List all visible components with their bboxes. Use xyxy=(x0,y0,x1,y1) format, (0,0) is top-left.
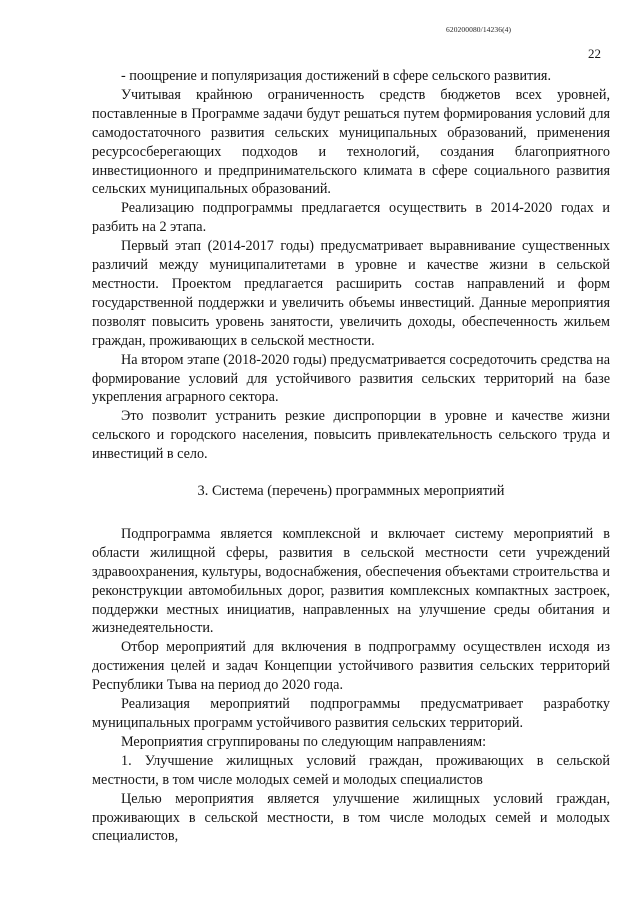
paragraph: Первый этап (2014-2017 годы) предусматривает выравнивание существенных различий между муниципалитетами в уровне и качестве жизни в сельской местности. Проектом предлагается расширить состав направлений и форм государственной поддержки и увеличить объемы инвестиций. Данные мероприятия позволят повысить уровень занятости, увеличить доходы, обеспеченность жильем граждан, проживающих в сельской местности. xyxy=(92,238,610,349)
paragraph: Подпрограмма является комплексной и включает систему мероприятий в области жилищной сферы, развития в сельской местности сети учреждений здравоохранения, культуры, водоснабжения, обеспечения объектами строительства и реконструкции автомобильных дорог, развития комплексных компактных застроек, поддержки местных инициатив, направленных на улучшение среды обитания и жизнедеятельности. xyxy=(92,525,610,637)
document-code: 620200080/14236(4) xyxy=(446,25,512,34)
paragraph: Мероприятия сгруппированы по следующим направлениям: xyxy=(121,733,487,750)
paragraph: Учитывая крайнюю ограниченность средств бюджетов всех уровней, поставленные в Программе задачи будут решаться путем формирования условий для самодостаточного развития сельских муниципальных образований, применения ресурсосберегающих подходов и технологий, создания благоприятного инвестиционного и предпринимательского климата в сфере социального развития сельских муниципальных образований. xyxy=(92,86,610,198)
document-body xyxy=(92,67,610,846)
paragraph: Реализация мероприятий подпрограммы предусматривает разработку муниципальных программ устойчивого развития сельских территорий. xyxy=(92,696,610,731)
paragraph: - поощрение и популяризация достижений в сфере сельского развития. xyxy=(121,68,552,84)
paragraph: Реализацию подпрограммы предлагается осуществить в 2014-2020 годах и разбить на 2 этапа. xyxy=(92,200,610,236)
paragraph: На втором этапе (2018-2020 годы) предусматривается сосредоточить средства на формирование условий для устойчивого развития сельских территорий на базе укрепления аграрного сектора. xyxy=(92,351,610,406)
paragraph: Это позволит устранить резкие диспропорции в уровне и качестве жизни сельского и городского населения, повысить привлекательность сельского труда и инвестиций в село. xyxy=(92,408,610,463)
paragraph: Целью мероприятия является улучшение жилищных условий граждан, проживающих в сельской местности, в том числе молодых семей и молодых специалистов, xyxy=(92,790,610,845)
paragraph: Отбор мероприятий для включения в подпрограмму осуществлен исходя из достижения целей и задач Концепции устойчивого развития сельских территорий Республики Тыва на период до 2020 года. xyxy=(92,639,610,694)
section-heading: 3. Система (перечень) программных мероприятий xyxy=(197,483,505,500)
page-number: 22 xyxy=(588,46,601,61)
paragraph: 1. Улучшение жилищных условий граждан, проживающих в сельской местности, в том числе молодых семей и молодых специалистов xyxy=(92,752,610,788)
